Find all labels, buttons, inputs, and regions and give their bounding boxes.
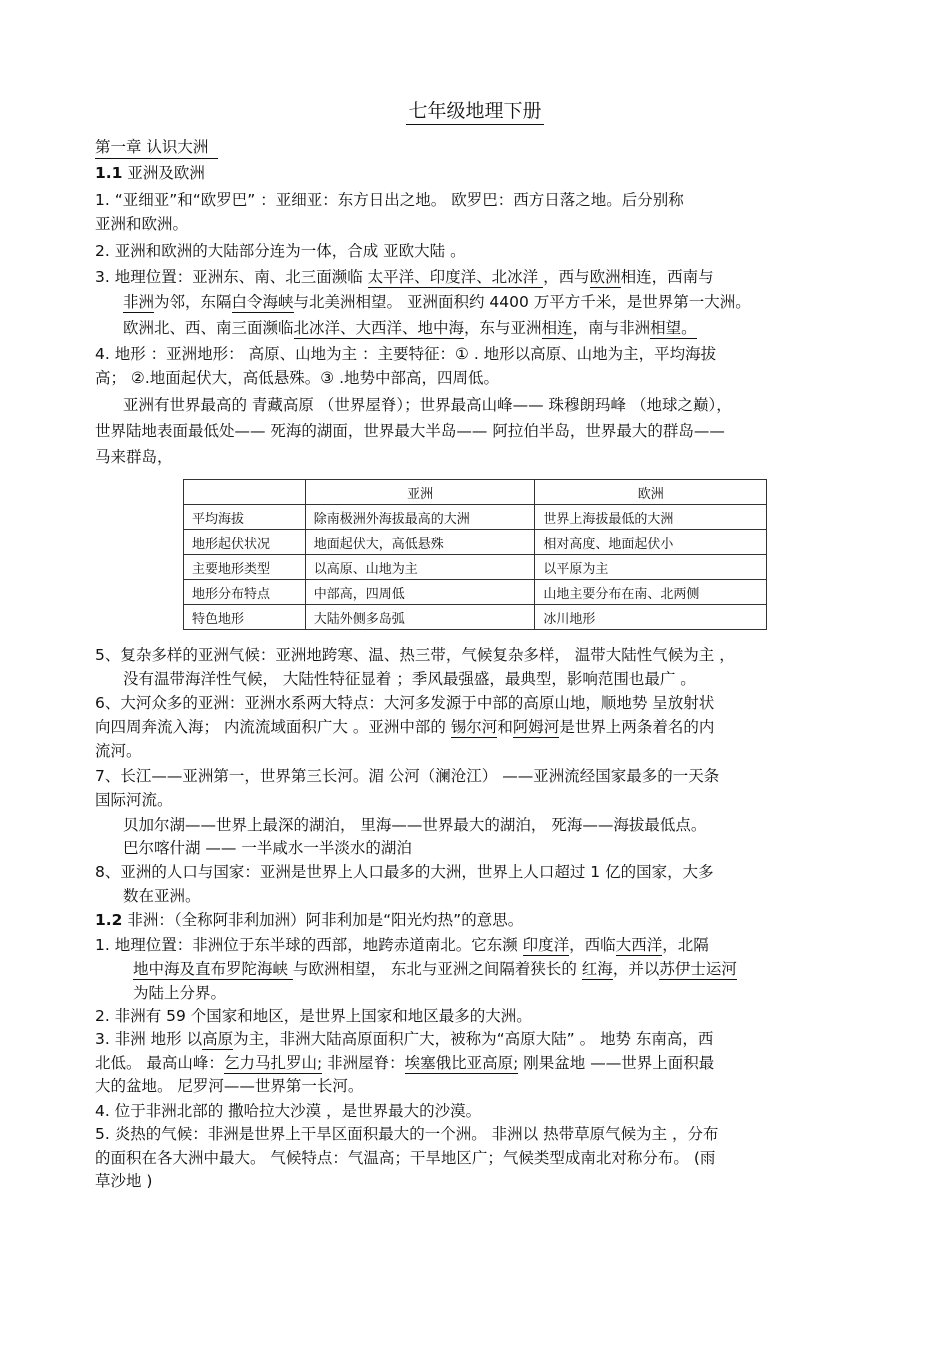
text-run: 1. 地理位置：非洲位于东半球的西部，地跨赤道南北。它东濒 — [95, 936, 523, 954]
text-run: 为邻，东隔 — [154, 293, 232, 311]
underlined-term: 非洲 — [123, 293, 155, 311]
underlined-term: 北冰洋、大西洋、地中海 — [293, 319, 465, 337]
paragraph-line: 4. 位于非洲北部的 撒哈拉大沙漠 ，是世界最大的沙漠。 — [95, 1102, 482, 1120]
text-run: ，并以 — [612, 960, 660, 978]
table-cell: 地形起伏状况 — [184, 530, 306, 555]
page-title-text: 七年级地理下册 — [406, 100, 543, 125]
paragraph-line: 世界陆地表面最低处—— 死海的湖面，世界最大半岛—— 阿拉伯半岛，世界最大的群岛—— — [95, 422, 725, 440]
paragraph-line: 马来群岛， — [95, 448, 173, 466]
text-run: 3. 非洲 地形 以 — [95, 1030, 203, 1048]
table-row — [184, 605, 767, 630]
paragraph-line: 流河。 — [95, 742, 142, 760]
text-run: 相连，西南与 — [620, 268, 714, 286]
underlined-term: 乞力马扎罗山; — [223, 1054, 323, 1072]
underlined-term: 高原 — [202, 1030, 234, 1048]
text-run: 是世界上两条着名的内 — [559, 718, 715, 736]
table-cell: 大陆外侧多岛弧 — [305, 605, 535, 630]
table-row — [184, 530, 767, 555]
table-cell: 特色地形 — [184, 605, 306, 630]
table-cell: 平均海拔 — [184, 505, 306, 530]
underlined-term: 埃塞俄比亚高原; — [404, 1054, 519, 1072]
section-title: 非洲：（全称阿非利加洲）阿非利加是“阳光灼热”的意思。 — [122, 911, 524, 929]
underlined-term: 锡尔河 — [450, 718, 498, 736]
underlined-term: 阿姆河 — [512, 718, 560, 736]
table-header-cell — [184, 480, 306, 505]
paragraph-line: 为陆上分界。 — [133, 984, 227, 1002]
underlined-term: 太平洋、印度洋、北冰洋 — [367, 268, 544, 286]
table-cell: 世界上海拔最低的大洲 — [535, 505, 767, 530]
table-cell: 除南极洲外海拔最高的大洲 — [305, 505, 535, 530]
paragraph-line: 亚洲和欧洲。 — [95, 215, 189, 233]
paragraph-line: 没有温带海洋性气候， 大陆性特征显着 ；季风最强盛，最典型，影响范围也最广 。 — [123, 670, 696, 688]
paragraph-line: 高； ②.地面起伏大，高低悬殊。③ .地势中部高，四周低。 — [95, 369, 500, 387]
underlined-term: 相连 — [541, 319, 573, 337]
paragraph-line: 2. 亚洲和欧洲的大陆部分连为一体，合成 亚欧大陆 。 — [95, 242, 466, 260]
section-heading-1-2 — [95, 910, 523, 930]
section-heading-1-1 — [95, 163, 205, 183]
table-cell: 主要地形类型 — [184, 555, 306, 580]
underlined-term: 相望。 — [650, 319, 697, 337]
text-run: 刚果盆地 ——世界上面积最 — [518, 1054, 715, 1072]
table-cell: 地形分布特点 — [184, 580, 306, 605]
underlined-term: 大西洋 — [615, 936, 663, 954]
table-cell: 以高原、山地为主 — [305, 555, 535, 580]
table-cell: 相对高度、地面起伏小 — [535, 530, 767, 555]
text-run: 与北美洲相望。 亚洲面积约 4400 万平方千米，是世界第一大洲。 — [293, 293, 751, 311]
table-cell: 冰川地形 — [535, 605, 767, 630]
text-run: ，西临 — [569, 936, 616, 954]
table-cell: 山地主要分布在南、北两侧 — [535, 580, 767, 605]
chapter-heading — [95, 137, 218, 157]
table-header-row — [184, 480, 767, 505]
paragraph-line — [95, 1029, 713, 1049]
section-title: 亚洲及欧洲 — [122, 164, 205, 182]
text-run: ，西与 — [543, 268, 590, 286]
paragraph-line: 的面积在各大洲中最大。 气候特点：气温高；干旱地区广；气候类型成南北对称分布。 (雨 — [95, 1149, 716, 1167]
underlined-term: 地中海及直布罗陀海峡 — [133, 960, 293, 978]
text-run: ，北隔 — [662, 936, 709, 954]
section-number: 1.1 — [95, 164, 123, 182]
paragraph-line: 4. 地形 ：亚洲地形： 高原、山地为主 ：主要特征：① . 地形以高原、山地为主，平均海拔 — [95, 345, 717, 363]
text-run: 非洲屋脊： — [322, 1054, 405, 1072]
asia-europe-comparison-table — [183, 479, 767, 630]
paragraph-line — [123, 292, 751, 312]
paragraph-line: 贝加尔湖——世界上最深的湖泊， 里海——世界最大的湖泊， 死海——海拔最低点。 — [123, 816, 707, 834]
underlined-term: 苏伊士运河 — [659, 960, 737, 978]
paragraph-line — [95, 1053, 714, 1073]
table-header-cell: 亚洲 — [305, 480, 535, 505]
underlined-term: 欧洲 — [589, 268, 621, 286]
table-cell: 中部高，四周低 — [305, 580, 535, 605]
text-run: 向四周奔流入海； 内流流域面积广大 。亚洲中部的 — [95, 718, 451, 736]
paragraph-line: 国际河流。 — [95, 791, 173, 809]
table-row — [184, 505, 767, 530]
paragraph-line: 5、复杂多样的亚洲气候：亚洲地跨寒、温、热三带，气候复杂多样， 温带大陆性气候为主 ， — [95, 646, 735, 664]
table-header-cell: 欧洲 — [535, 480, 767, 505]
paragraph-line: 大的盆地。 尼罗河——世界第一长河。 — [95, 1077, 364, 1095]
paragraph-line: 亚洲有世界最高的 青藏高原 （世界屋脊）；世界最高山峰—— 珠穆朗玛峰 （地球之巅）， — [123, 396, 732, 414]
paragraph-line: 7、长江——亚洲第一，世界第三长河。湄 公河（澜沧江） ——亚洲流经国家最多的一天条 — [95, 767, 720, 785]
text-run: ，东与亚洲 — [464, 319, 542, 337]
paragraph-line — [95, 935, 709, 955]
text-run: 与欧洲相望， 东北与亚洲之间隔着狭长的 — [292, 960, 582, 978]
text-run: 为主，非洲大陆高原面积广大，被称为“高原大陆” 。 地势 东南高，西 — [233, 1030, 714, 1048]
paragraph-line — [123, 318, 697, 338]
paragraph-line: 6、大河众多的亚洲：亚洲水系两大特点：大河多发源于中部的高原山地，顺地势 呈放射状 — [95, 694, 715, 712]
text-run: 和 — [497, 718, 513, 736]
section-number: 1.2 — [95, 911, 123, 929]
paragraph-line: 数在亚洲。 — [123, 887, 201, 905]
paragraph-line — [95, 717, 714, 737]
paragraph-line — [95, 267, 714, 287]
page-title — [0, 96, 950, 123]
underlined-term: 白令海峡 — [231, 293, 294, 311]
paragraph-line: 草沙地 ) — [95, 1172, 153, 1190]
table-cell: 以平原为主 — [535, 555, 767, 580]
table-cell: 地面起伏大，高低悬殊 — [305, 530, 535, 555]
text-run: 3. 地理位置：亚洲东、南、北三面濒临 — [95, 268, 368, 286]
text-run: 北低。 最高山峰： — [95, 1054, 224, 1072]
paragraph-line: 5. 炎热的气候：非洲是世界上干旱区面积最大的一个洲。 非洲以 热带草原气候为主 ，分布 — [95, 1125, 719, 1143]
underlined-term: 红海 — [581, 960, 613, 978]
chapter-heading-text: 第一章 认识大洲 — [95, 138, 218, 159]
paragraph-line: 巴尔喀什湖 —— 一半咸水一半淡水的湖泊 — [123, 839, 412, 857]
underlined-term: 印度洋 — [522, 936, 570, 954]
paragraph-line: 1. “亚细亚”和“欧罗巴” ：亚细亚：东方日出之地。 欧罗巴：西方日落之地。后分别称 — [95, 191, 684, 209]
table-row — [184, 555, 767, 580]
text-run: 欧洲北、西、南三面濒临 — [123, 319, 294, 337]
table-row — [184, 580, 767, 605]
text-run: ，南与非洲 — [572, 319, 651, 337]
paragraph-line — [133, 959, 737, 979]
paragraph-line: 8、亚洲的人口与国家：亚洲是世界上人口最多的大洲，世界上人口超过 1 亿的国家，大多 — [95, 863, 714, 881]
paragraph-line: 2. 非洲有 59 个国家和地区，是世界上国家和地区最多的大洲。 — [95, 1007, 532, 1025]
